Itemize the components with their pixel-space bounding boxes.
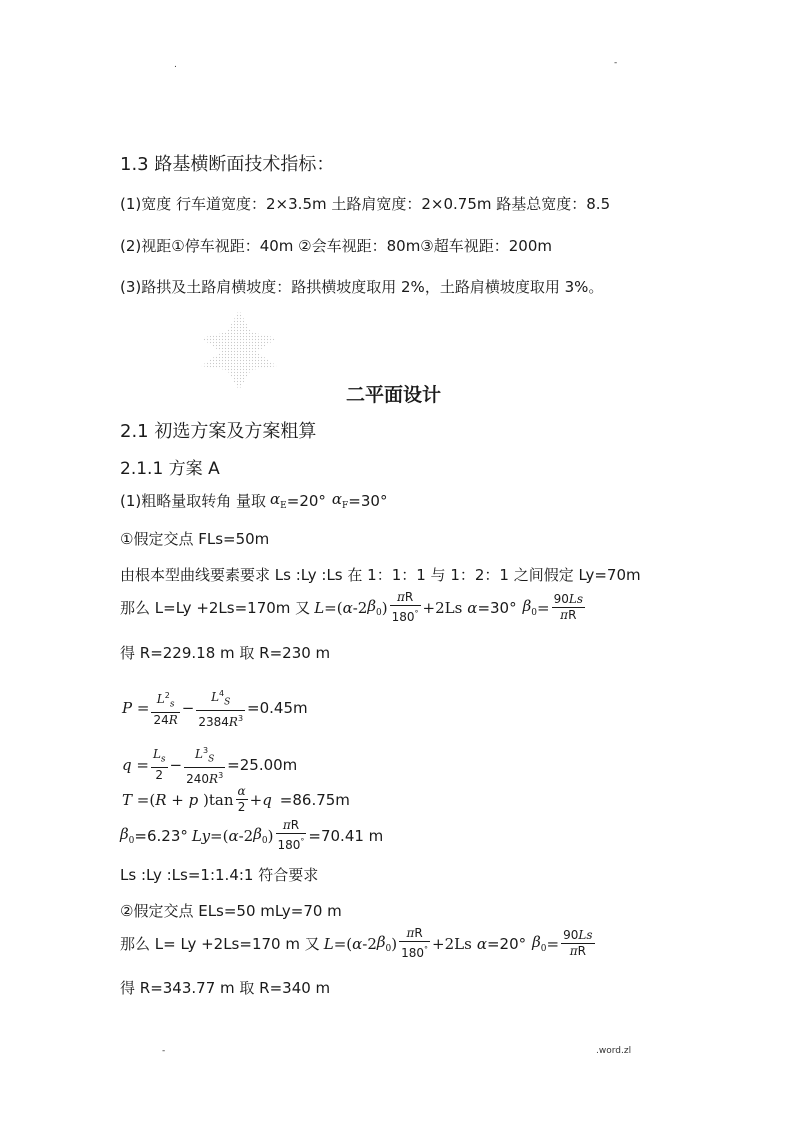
sight-distance-line: (2)视距①停车视距：40m ②会车视距：80m③超车视距：200m (120, 237, 552, 255)
alpha-e-symbol: $\alpha_E$ (270, 490, 287, 511)
ratio-check-line: Ls :Ly :Ls=1:1.4:1 符合要求 (120, 866, 319, 884)
beta0-value: =6.23° (134, 826, 188, 845)
width-line: (1)宽度 行车道宽度：2×3.5m 土路肩宽度：2×0.75m 路基总宽度：8.5 (120, 195, 611, 213)
watermark-ornament (197, 308, 281, 396)
point-e-line: ②假定交点 ELs=50 mLy=70 m (120, 902, 342, 920)
q-equation: q = $\frac{L_s}{2}$ − $\frac{L^3_S}{240R^3}$ =25.00m (122, 743, 297, 787)
eq2-alpha-value: =20° (486, 934, 527, 953)
q-result: =25.00m (227, 756, 298, 775)
angle-line-prefix: (1)粗略量取转角 量取 (120, 492, 267, 510)
alpha-e-value: =20° (286, 491, 326, 510)
pi-r-over-180-fraction: $\frac{\pi R}{180^\circ}$ (391, 590, 419, 624)
footer-left-mark: - (162, 1046, 166, 1056)
ratio-line: 由根本型曲线要素要求 Ls :Ly :Ls 在 1：1：1 与 1：2：1 之间假定 Ly=70m (120, 566, 641, 584)
curve-length-equation-2: 那么 L= Ly +2Ls=170 m 又 L =( α -2 $\beta_0$ ) $\frac{\pi R}{180^\circ}$ +2Ls α =20° $\beta_0$ = $\frac{90Ls}{\pi R}$ (120, 926, 593, 960)
beta0-ly-equation: $\beta_0$ =6.23° Ly =( α -2 $\beta_0$ ) $\frac{\pi R}{180^\circ}$ =70.41 m (120, 818, 384, 852)
alpha-f-symbol: $\alpha_F$ (331, 490, 349, 511)
p-equation: P = $\frac{L^2_s}{24R}$ − $\frac{L^4_S}{2384R^3}$ =0.45m (122, 686, 308, 730)
section-2-1-title: 2.1 初选方案及方案粗算 (120, 421, 317, 442)
radius-result-2: 得 R=343.77 m 取 R=340 m (120, 979, 331, 997)
eq1-prefix: 那么 L=Ly +2Ls=170m 又 (120, 599, 311, 617)
section-1-3-title: 1.3 路基横断面技术指标： (120, 154, 335, 175)
t-equation: T =( R + p )tan $\frac{\alpha}{2}$ + q =86.75m (122, 784, 350, 814)
eq1-alpha-value: =30° (477, 598, 517, 617)
crossfall-line: (3)路拱及土路肩横坡度：路拱横坡度取用 2%，土路肩横坡度取用 3%。 (120, 278, 604, 296)
curve-length-equation-1: 那么 L=Ly +2Ls=170m 又 L =( α -2 $\beta_0$ ) $\frac{\pi R}{180^\circ}$ +2Ls α =30° $\beta_0$ = $\frac{90Ls}{\pi R}$ (120, 590, 583, 624)
eq2-prefix: 那么 L= Ly +2Ls=170 m 又 (120, 935, 320, 953)
chapter-2-title: 二平面设计 (346, 384, 442, 406)
point-f-line: ①假定交点 FLs=50m (120, 530, 270, 548)
radius-result-1: 得 R=229.18 m 取 R=230 m (120, 644, 331, 662)
header-right-mark: - (614, 58, 618, 68)
angle-line (120, 490, 387, 511)
t-result: =86.75m (279, 790, 350, 809)
footer-right-mark: .word.zl (596, 1046, 632, 1056)
header-left-mark: . (174, 60, 177, 70)
section-2-1-1-title: 2.1.1 方案 A (120, 459, 220, 479)
ly-result: =70.41 m (308, 826, 384, 845)
p-result: =0.45m (247, 699, 308, 718)
beta0-formula-fraction: $\frac{90Ls}{\pi R}$ (553, 592, 583, 622)
alpha-f-value: =30° (348, 491, 388, 510)
